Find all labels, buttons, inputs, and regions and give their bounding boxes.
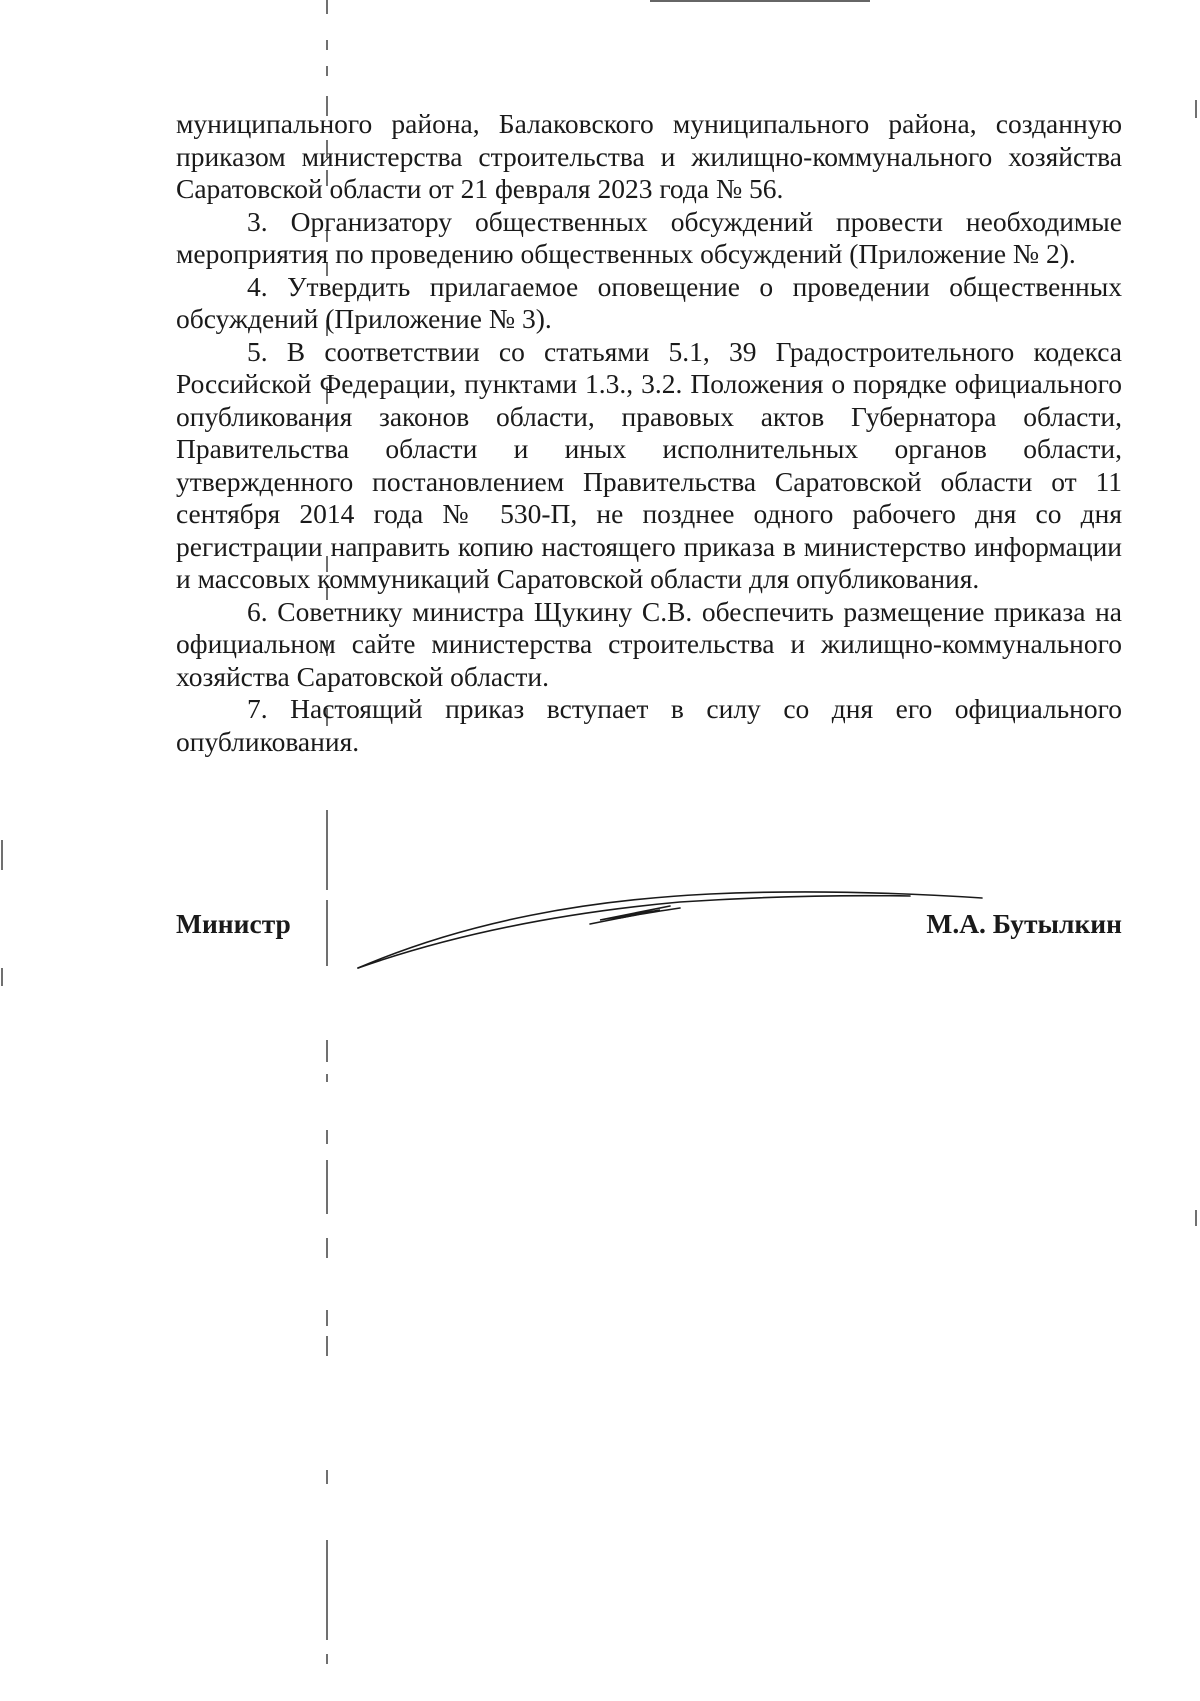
list-item: 4. Утвердить прилагаемое оповещение о проведении общественных обсуждений (Приложение № 3). (176, 270, 1122, 334)
list-item: 6. Советнику министра Щукину С.В. обеспечить размещение приказа на официальном сайте министерства строительства и жилищно-коммунального хозяйства Саратовской области. (176, 595, 1122, 692)
list-item: 3. Организатору общественных обсуждений провести необходимые мероприятия по проведению общественных обсуждений (Приложение № 2). (176, 205, 1122, 269)
list-item: 5. В соответствии со статьями 5.1, 39 Градостроительного кодекса Российской Федерации, пунктами 1.3., 3.2. Положения о порядке официального опубликования законов области, правовых актов Губернатора области, Правительства области и иных исполнительных органов области, утвержденного постановлением Правительства Саратовской области от 11 сентября 2014 года № 530-П, не позднее одного рабочего дня со дня регистрации направить копию настоящего приказа в министерство информации и массовых коммуникаций Саратовской области для опубликования. (176, 335, 1122, 594)
document-body (176, 108, 1122, 758)
signature-block (176, 908, 1122, 948)
continuation-paragraph: муниципального района, Балаковского муниципального района, созданную приказом министерства строительства и жилищно-коммунального хозяйства Саратовской области от 21 февраля 2023 года № 56. (176, 108, 1122, 204)
signatory-name: М.А. Бутылкин (926, 908, 1122, 939)
list-item: 7. Настоящий приказ вступает в силу со дня его официального опубликования. (176, 693, 1122, 757)
signatory-title: Министр (176, 908, 291, 939)
